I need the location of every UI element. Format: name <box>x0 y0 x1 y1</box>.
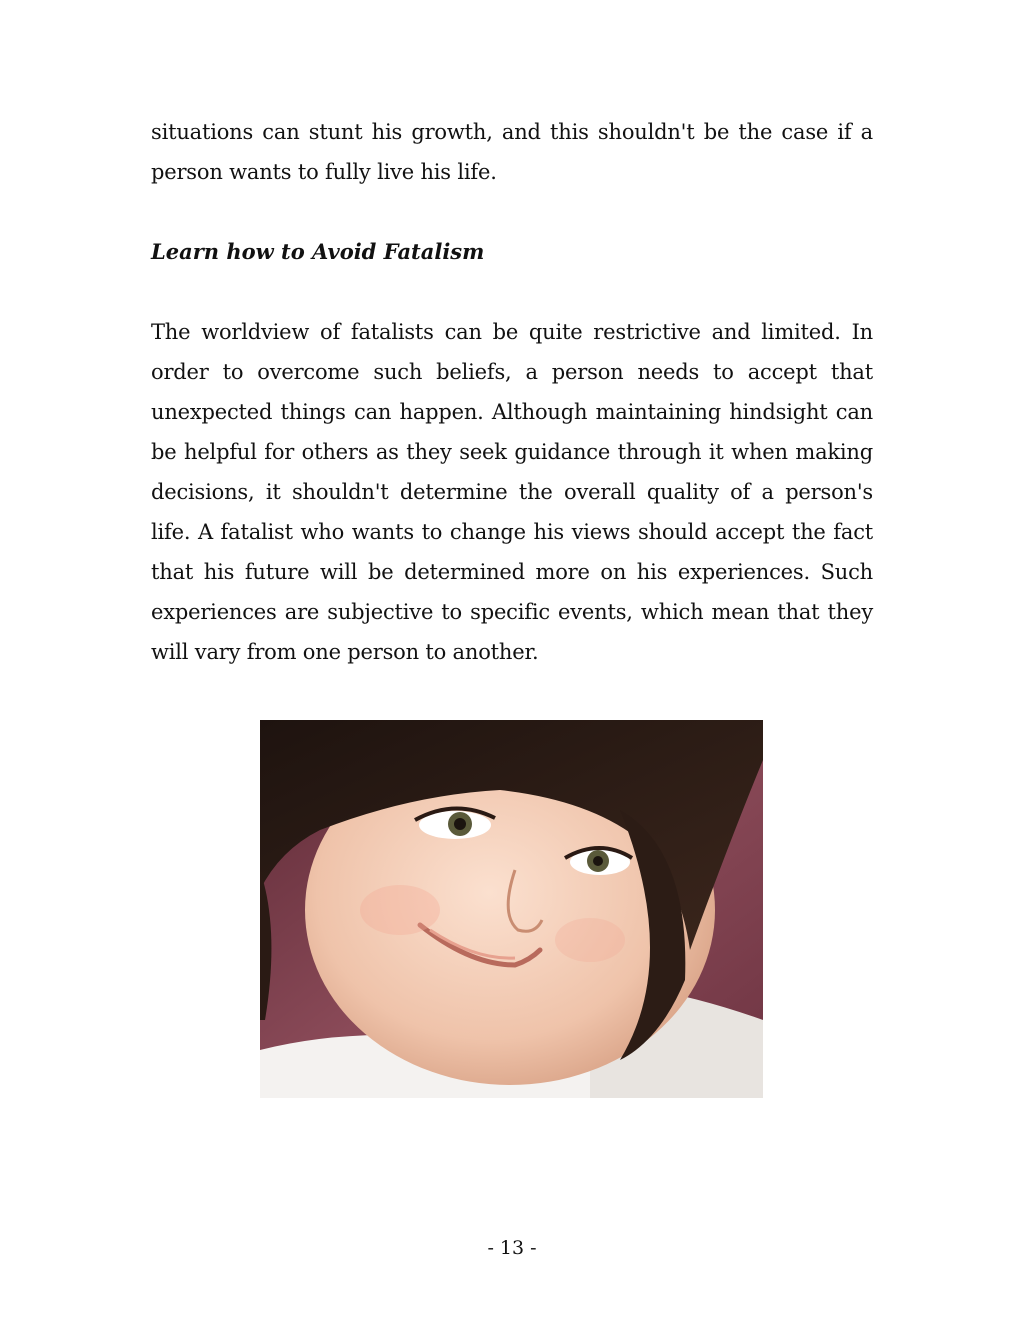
child-portrait-image <box>260 720 763 1098</box>
page-number: - 13 - <box>487 1237 537 1259</box>
page-content <box>151 112 873 672</box>
paragraph-continued: situations can stunt his growth, and this shouldn't be the case if a person wants to fully live his life. <box>151 120 873 184</box>
child-photo <box>260 720 763 1098</box>
paragraph-body: The worldview of fatalists can be quite restrictive and limited. In order to overcome such beliefs, a person needs to accept that unexpected things can happen. Although maintaining hindsight can be helpful for others as they seek guidance through it when making decisions, it shouldn't determine the overall quality of a person's life. A fatalist who wants to change his views should accept the fact that his future will be determined more on his experiences. Such experiences are subjective to specific events, which mean that they will vary from one person to another. <box>151 320 873 664</box>
section-heading: Learn how to Avoid Fatalism <box>151 239 485 264</box>
